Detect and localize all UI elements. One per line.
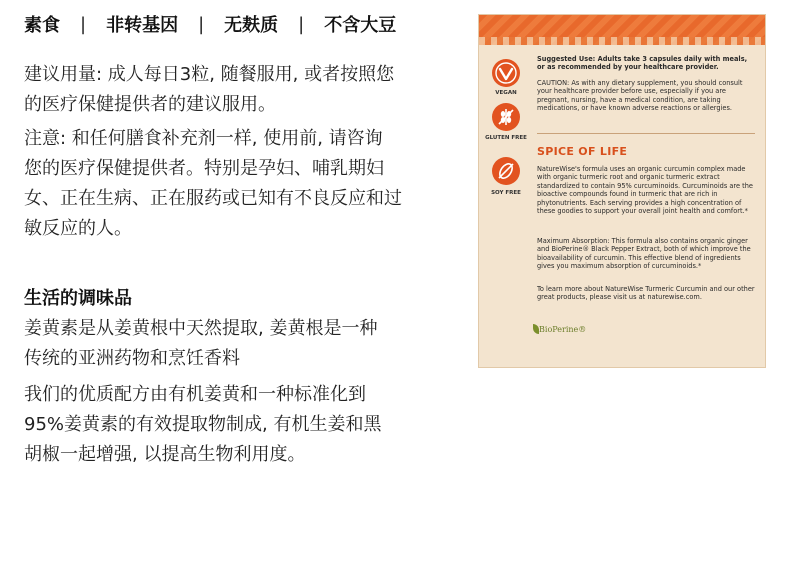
tag-separator: | [198, 13, 205, 35]
bioperine-logo: BioPerine® [539, 325, 587, 334]
label-heading: SPICE OF LIFE [537, 145, 628, 158]
badge-label: GLUTEN FREE [485, 135, 527, 141]
formula-line: 95%姜黄素的有效提取物制成, 有机生姜和黑 [24, 414, 382, 435]
feature-tags [24, 10, 396, 38]
label-body-text: NatureWise's formula uses an organic curcumin complex made with organic turmeric root and organic turmeric extract standardized to contain 95% curcuminoids. Curcuminoids are the bioactive compounds found in turmeric that are rich in phytonutrients. Each serving provides a high concentration of these goodies to support your overall joint health and comfort.* [537, 165, 753, 216]
description-line: 传统的亚洲药物和烹饪香料 [24, 348, 240, 369]
notice-line: 您的医疗保健提供者。特别是孕妇、哺乳期妇 [24, 158, 384, 179]
label-top-band [479, 15, 765, 45]
description-paragraph [24, 314, 464, 374]
tag-gluten-free: 无麸质 [224, 15, 279, 36]
notice-line: 敏反应的人。 [24, 218, 132, 239]
caution-text: CAUTION: As with any dietary supplement, you should consult your healthcare provider before use, especially if you are pregnant, nursing, have a medical condition, are taking medications, or have known adverse reactions or allergies. [537, 79, 743, 113]
label-cream-panel [478, 265, 766, 368]
tag-separator: | [80, 13, 87, 35]
tag-non-gmo: 非转基因 [106, 15, 179, 36]
formula-line: 我们的优质配方由有机姜黄和一种标准化到 [24, 384, 366, 405]
section-title: 生活的调味品 [24, 288, 132, 309]
formula-paragraph [24, 380, 464, 470]
tag-soy-free: 不含大豆 [324, 15, 397, 36]
notice-line: 女、正在生病、正在服药或已知有不良反应和过 [24, 188, 402, 209]
notice-line: 注意: 和任何膳食补充剂一样, 使用前, 请咨询 [24, 128, 383, 149]
vegan-icon [492, 59, 520, 87]
label-divider [537, 133, 755, 134]
soy-free-icon [492, 157, 520, 185]
usage-line: 的医疗保健提供者的建议服用。 [24, 94, 276, 115]
suggested-use-text: Suggested Use: Adults take 3 capsules daily with meals, or as recommended by your healthcare provider. [537, 55, 748, 72]
gluten-free-icon [492, 103, 520, 131]
product-label-image [478, 14, 766, 368]
usage-line: 建议用量: 成人每日3粒, 随餐服用, 或者按照您 [24, 64, 395, 85]
label-body-text: Maximum Absorption: This formula also contains organic ginger and BioPerine® Black Pepper Extract, both of which improve the bioavailability of curcumin. This effective blend of ingredients gives you maximum absorption of curcuminoids.* [537, 237, 751, 271]
badge-label: SOY FREE [491, 190, 521, 196]
notice-paragraph [24, 124, 464, 244]
badge-label: VEGAN [495, 90, 517, 96]
usage-paragraph [24, 60, 464, 120]
formula-line: 胡椒一起增强, 以提高生物利用度。 [24, 444, 306, 465]
tag-separator: | [298, 13, 305, 35]
label-body-text: To learn more about NatureWise Turmeric Curcumin and our other great products, please visit us at naturewise.com. [537, 285, 755, 302]
tag-vegan: 素食 [24, 15, 60, 36]
description-line: 姜黄素是从姜黄根中天然提取, 姜黄根是一种 [24, 318, 378, 339]
